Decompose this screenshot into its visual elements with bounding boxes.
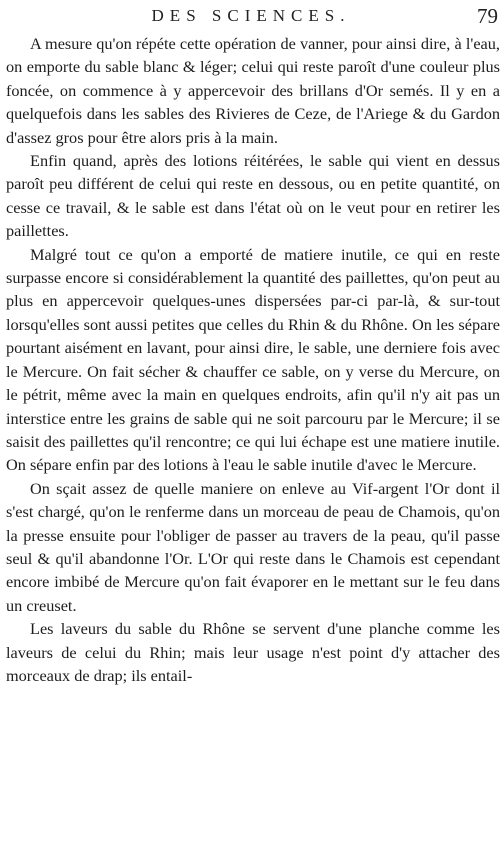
paragraph-4: On sçait assez de quelle maniere on enleve au Vif-argent l'Or dont il s'est chargé, qu'on le renferme dans un morceau de peau de Chamois, qu'on la presse ensuite pour l'obliger de passer au travers de la peau, qu'il passe seul & qu'il abandonne l'Or. L'Or qui reste dans le Chamois est cependant encore imbibé de Mercure qu'on fait évaporer en le mettant sur le feu dans un creuset. (6, 478, 500, 615)
paragraph-5: Les laveurs du sable du Rhône se servent d'une planche comme les laveurs de celui du Rhin; mais leur usage n'est point d'y attacher des morceaux de drap; ils entail- (6, 619, 500, 685)
running-head (0, 4, 502, 32)
running-head-title: DES SCIENCES. (151, 6, 351, 25)
paragraph-2: Enfin quand, après des lotions réitérées, le sable qui vient en dessus paroît peu différent de celui qui reste en dessous, ou en petite quantité, on cesse ce travail, & le sable est dans l'état où on le veut pour en retirer les paillettes. (6, 151, 500, 241)
paragraph-3: Malgré tout ce qu'on a emporté de matiere inutile, ce qui en reste surpasse encore si considérablement la quantité des paillettes, qu'on peut au plus en appercevoir quelques-unes dispersées par-ci par-là, & sur-tout lorsqu'elles sont aussi petites que celles du Rhin & du Rhône. On les sépare pourtant aisément en lavant, pour ainsi dire, le sable, une derniere fois avec le Mercure. On fait sécher & chauffer ce sable, on y verse du Mercure, on le pétrit, même avec la main en quelques endroits, afin qu'il n'y ait pas un interstice entre les grains de sable qui ne soit parcouru par le Mercure; il se saisit des paillettes qu'il rencontre; ce qui lui échape est une matiere inutile. On sépare enfin par des lotions à l'eau le sable inutile d'avec le Mercure. (6, 244, 500, 475)
paragraph-1: A mesure qu'on répéte cette opération de vanner, pour ainsi dire, à l'eau, on emporte du sable blanc & léger; celui qui reste paroît d'une couleur plus foncée, on commence à y appercevoir des brillans d'Or semés. Il y en a quelquefois dans les sables des Rivieres de Ceze, de l'Ariege & du Gardon d'assez gros pour être alors pris à la main. (6, 34, 500, 147)
page-number: 79 (477, 4, 498, 28)
body-text (6, 32, 500, 687)
